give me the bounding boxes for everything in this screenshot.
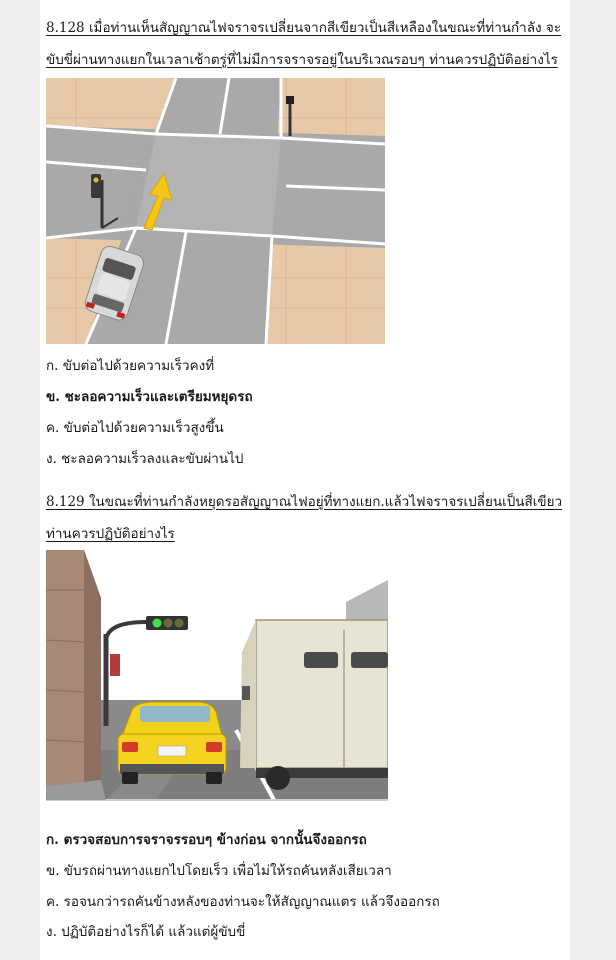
q128-option-d: ง. ชะลอความเร็วลงและขับผ่านไป [46,451,244,467]
q129-option-a: ก. ตรวจสอบการจราจรรอบๆ ข้างก่อน จากนั้นจึงออกรถ [46,832,367,848]
q129-option-b: ข. ขับรถผ่านทางแยกไปโดยเร็ว เพื่อไม่ให้รถคันหลังเสียเวลา [46,863,392,879]
q129-option-c: ค. รอจนกว่ารถคันข้างหลังของท่านจะให้สัญญาณแตร แล้วจึงออกรถ [46,894,440,910]
q128-option-a: ก. ขับต่อไปด้วยความเร็วคงที่ [46,358,215,374]
document-page [40,0,570,960]
question-8-128-text: 8.128 เมื่อท่านเห็นสัญญาณไฟจราจรเปลี่ยนจากสีเขียวเป็นสีเหลืองในขณะที่ท่านกำลัง จะขับขี่ผ่านทางแยกในเวลาเช้าตรู่ที่ไม่มีการจราจรอยู่ในบริเวณรอบๆ ท่านควรปฏิบัติอย่างไร [46,20,562,68]
q128-option-c: ค. ขับต่อไปด้วยความเร็วสูงขึ้น [46,420,224,436]
q129-option-d: ง. ปฏิบัติอย่างไรก็ได้ แล้วแต่ผู้ขับขี่ [46,924,246,940]
traffic-light-street-illustration [46,550,388,822]
intersection-illustration [46,78,385,344]
q128-option-b: ข. ชะลอความเร็วและเตรียมหยุดรถ [46,389,253,405]
question-8-129-text: 8.129 ในขณะที่ท่านกำลังหยุดรอสัญญาณไฟอยู่ที่ทางแยก.แล้วไฟจราจรเปลี่ยนเป็นสีเขียว ท่านควรปฏิบัติอย่างไร [46,494,563,542]
